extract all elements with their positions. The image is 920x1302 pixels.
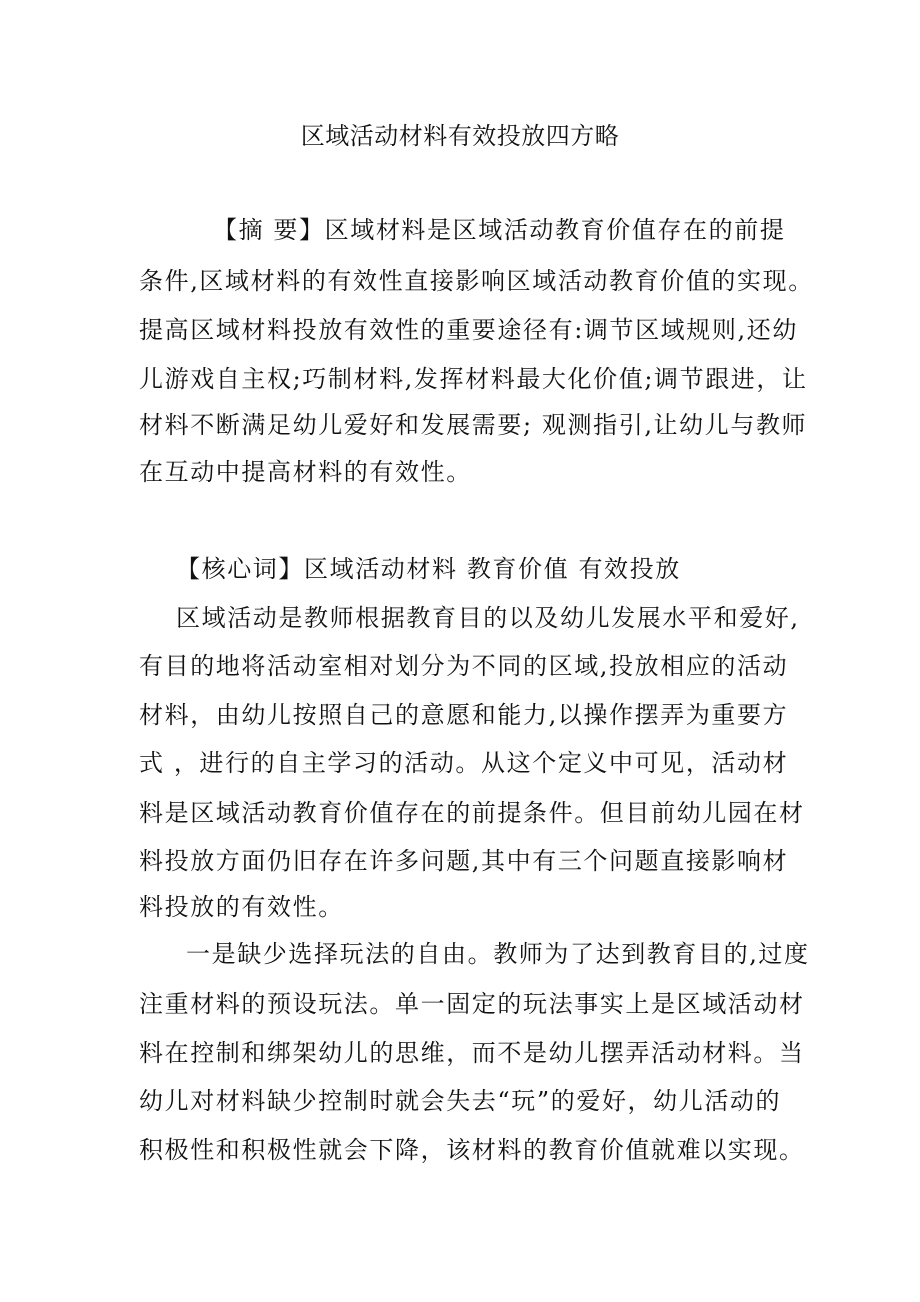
paragraph-line: 料投放的有效性。 — [139, 893, 344, 921]
paragraph-line: 积极性和积极性就会下降，该材料的教育价值就难以实现。 — [139, 1136, 805, 1164]
paragraph-line: 一是缺少选择玩法的自由。教师为了达到教育目的,过度 — [186, 940, 810, 968]
abstract-line: 在互动中提高材料的有效性。 — [139, 458, 472, 486]
document-title: 区域活动材料有效投放四方略 — [300, 122, 620, 150]
paragraph-line: 料是区域活动教育价值存在的前提条件。但目前幼儿园在材 — [139, 799, 805, 827]
abstract-line: 儿游戏自主权;巧制材料,发挥材料最大化价值;调节跟进，让 — [139, 365, 808, 393]
paragraph-line: 材料，由幼儿按照自己的意愿和能力,以操作摆弄为重要方 — [139, 701, 789, 729]
paragraph-line: 料投放方面仍旧存在许多问题,其中有三个问题直接影响材 — [139, 847, 789, 875]
abstract-line: 提高区域材料投放有效性的重要途径有:调节区域规则,还幼 — [139, 316, 798, 344]
abstract-line: 材料不断满足幼儿爱好和发展需要; 观测指引,让幼儿与教师 — [139, 411, 808, 439]
paragraph-line: 料在控制和绑架幼儿的思维，而不是幼儿摆弄活动材料。当 — [139, 1039, 805, 1067]
paragraph-line: 有目的地将活动室相对划分为不同的区域,投放相应的活动 — [139, 652, 789, 680]
keywords-line: 【核心词】区域活动材料 教育价值 有效投放 — [176, 555, 681, 583]
abstract-line: 条件,区域材料的有效性直接影响区域活动教育价值的实现。 — [139, 267, 814, 295]
paragraph-line: 注重材料的预设玩法。单一固定的玩法事实上是区域活动材 — [139, 990, 805, 1018]
abstract-line: 【摘 要】区域材料是区域活动教育价值存在的前提 — [213, 216, 786, 244]
paragraph-line: 式 ，进行的自主学习的活动。从这个定义中可见，活动材 — [139, 749, 789, 777]
paragraph-line: 区域活动是教师根据教育目的以及幼儿发展水平和爱好, — [176, 604, 800, 632]
paragraph-line: 幼儿对材料缺少控制时就会失去“玩”的爱好，幼儿活动的 — [139, 1087, 782, 1115]
